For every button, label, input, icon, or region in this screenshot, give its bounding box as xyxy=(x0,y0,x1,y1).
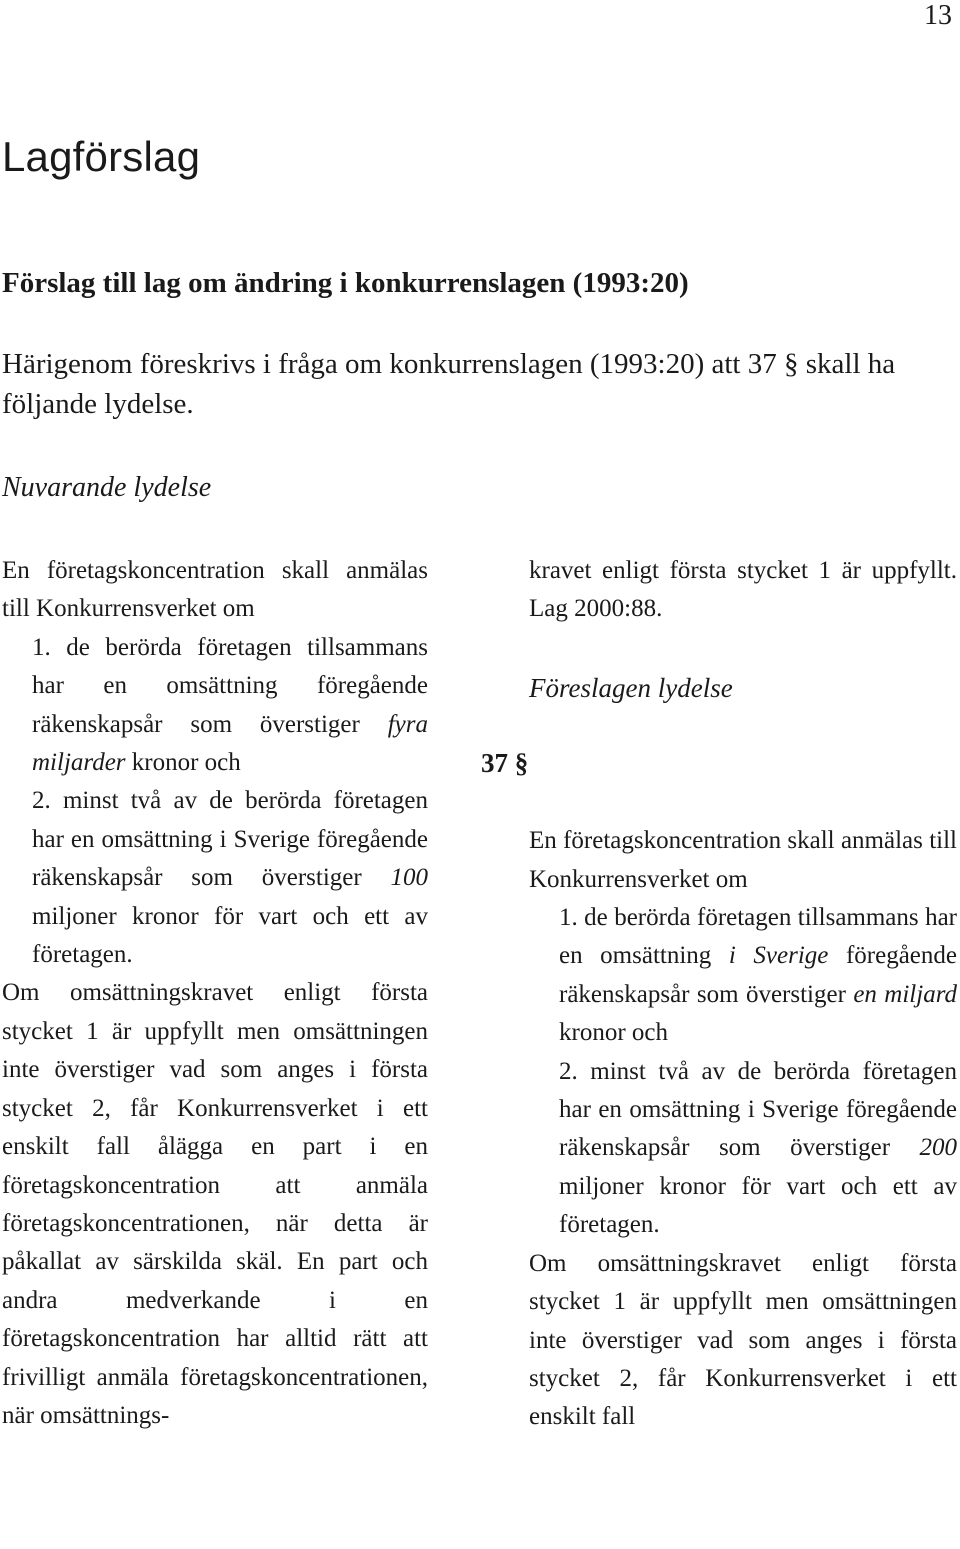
current-wording-label: Nuvarande lydelse xyxy=(2,472,212,503)
proposed-paragraph: Om omsättningskravet enligt första stycket 1 är uppfyllt men omsättningen inte överstiger vad som anges i första stycket 2, får Konkurrensverket i ett enskilt fall xyxy=(529,1249,957,1431)
proposed-lead: En företagskoncentration skall anmälas till Konkurrensverket om xyxy=(529,827,957,893)
section-number: 37 § xyxy=(481,748,529,778)
page-heading: Lagförslag xyxy=(2,133,201,180)
proposed-wording-column xyxy=(529,552,957,1437)
current-wording-column xyxy=(2,552,428,1435)
current-lead: En företagskoncentration skall anmälas till Konkurrensverket om xyxy=(2,557,428,623)
intro-paragraph: Härigenom föreskrivs i fråga om konkurrenslagen (1993:20) att 37 § skall ha följande lydelse. xyxy=(2,348,896,420)
bill-title: Förslag till lag om ändring i konkurrenslagen (1993:20) xyxy=(2,267,689,299)
current-item-1: 1. de berörda företagen tillsammans har en omsättning föregående räkenskapsår som överstiger fyra miljarder kronor och xyxy=(32,633,428,777)
current-continuation: kravet enligt första stycket 1 är uppfyllt. Lag 2000:88. xyxy=(529,557,957,623)
page-number: 13 xyxy=(924,0,952,31)
current-item-2: 2. minst två av de berörda företagen har en omsättning i Sverige föregående räkenskapsår som överstiger 100 miljoner kronor för vart och ett av företagen. xyxy=(32,787,428,969)
proposed-item-1: 1. de berörda företagen tillsammans har en omsättning i Sverige föregående räkenskapsår som överstiger en miljard kronor och xyxy=(559,904,957,1047)
proposed-item-2: 2. minst två av de berörda företagen har en omsättning i Sverige föregående räkenskapsår som överstiger 200 miljoner kronor för vart och ett av företagen. xyxy=(559,1057,957,1239)
current-paragraph: Om omsättningskravet enligt första stycket 1 är uppfyllt men omsättningen inte överstiger vad som anges i första stycket 2, får Konkurrensverket i ett enskilt fall ålägga en part i en företagskoncentration att anmäla företagskoncentrationen, när detta är påkallat av särskilda skäl. En part och andra medverkande i en företagskoncentration har alltid rätt att frivilligt anmäla företagskoncentrationen, när omsättnings- xyxy=(2,979,428,1429)
proposed-wording-label: Föreslagen lydelse xyxy=(529,672,733,703)
